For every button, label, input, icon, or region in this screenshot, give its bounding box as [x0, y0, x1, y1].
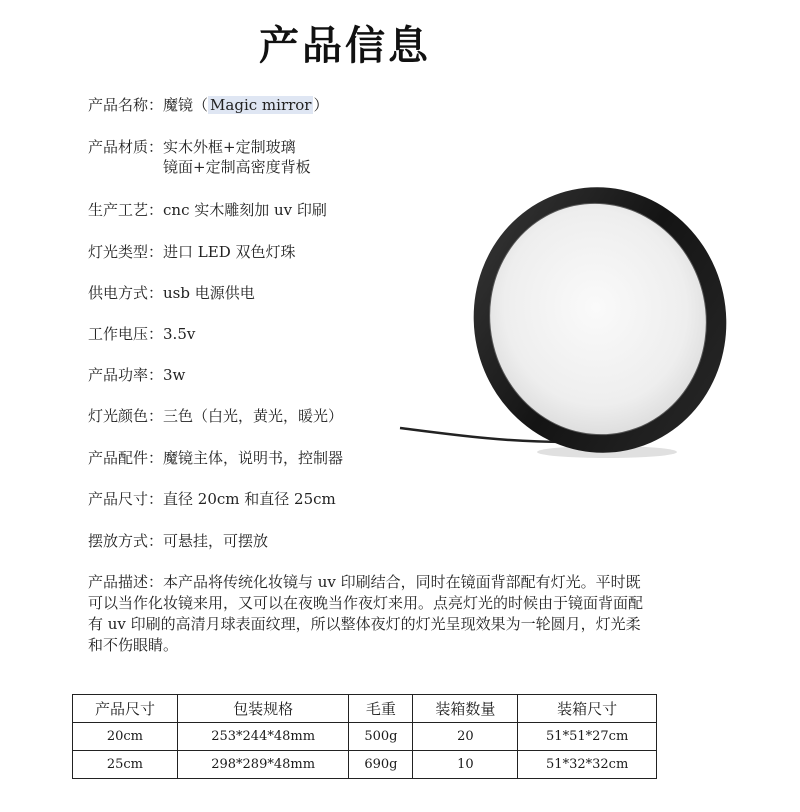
product-description: 产品描述：本产品将传统化妆镜与 uv 印刷结合，同时在镜面背部配有灯光。平时既可以当作化妆镜来用，又可以在夜晚当作夜灯来用。点亮灯光的时候由于镜面背面配有 uv 印刷的高清月球表面纹理，所以整体夜灯的灯光呈现效果为一轮圆月，灯光柔和不伤眼睛。: [88, 573, 644, 654]
table-cell: 500g: [349, 723, 413, 751]
spec-voltage: [88, 324, 195, 344]
spec-value: 实木外框+定制玻璃: [163, 138, 296, 156]
table-header-row: [73, 695, 657, 723]
table-header-cell: 毛重: [349, 695, 413, 723]
table-cell: 10: [413, 751, 518, 779]
table-cell: 25cm: [73, 751, 178, 779]
table-cell: 690g: [349, 751, 413, 779]
table-cell: 51*51*27cm: [518, 723, 657, 751]
spec-light-type: [88, 242, 296, 262]
spec-label: 摆放方式：: [88, 532, 164, 550]
spec-value-en: Magic mirror: [210, 96, 312, 114]
table-header-cell: 装箱数量: [413, 695, 518, 723]
spec-label: 灯光类型：: [88, 243, 164, 261]
spec-value: usb 电源供电: [163, 284, 255, 302]
spec-label: 产品功率：: [88, 366, 164, 384]
spec-name: [88, 95, 329, 115]
spec-accessories: [88, 448, 343, 468]
table-cell: 20cm: [73, 723, 178, 751]
spec-label: 灯光颜色：: [88, 407, 164, 425]
spec-value: 进口 LED 双色灯珠: [163, 243, 296, 261]
table-row: [73, 751, 657, 779]
magic-mirror-image: [395, 180, 735, 480]
spec-light-color: [88, 406, 343, 426]
table-header-cell: 产品尺寸: [73, 695, 178, 723]
spec-label: 产品尺寸：: [88, 490, 164, 508]
page-title: 产品信息: [259, 23, 431, 69]
spec-size: [88, 489, 336, 509]
spec-value: cnc 实木雕刻加 uv 印刷: [163, 201, 327, 219]
table-row: [73, 723, 657, 751]
spec-value: 直径 20cm 和直径 25cm: [163, 490, 336, 508]
spec-value: 3w: [163, 366, 186, 384]
spec-label: 供电方式：: [88, 284, 164, 302]
spec-power: [88, 365, 185, 385]
table-header-cell: 装箱尺寸: [518, 695, 657, 723]
spec-value: 三色（白光，黄光，暖光）: [163, 407, 344, 425]
spec-value: 3.5v: [163, 325, 196, 343]
spec-label: 工作电压：: [88, 325, 164, 343]
spec-material: [88, 137, 311, 177]
table-cell: 253*244*48mm: [177, 723, 348, 751]
paren-open: （: [193, 96, 209, 114]
spec-value: 魔镜主体，说明书，控制器: [163, 449, 344, 467]
spec-label: 产品名称：: [88, 96, 164, 114]
packing-spec-table: [72, 694, 657, 779]
spec-value: 魔镜: [163, 96, 194, 114]
spec-placement: [88, 531, 268, 551]
table-cell: 298*289*48mm: [177, 751, 348, 779]
table-cell: 51*32*32cm: [518, 751, 657, 779]
spec-value: 可悬挂，可摆放: [163, 532, 269, 550]
spec-process: [88, 200, 327, 220]
paren-close: ）: [313, 96, 329, 114]
table-cell: 20: [413, 723, 518, 751]
spec-power-supply: [88, 283, 255, 303]
spec-label: 生产工艺：: [88, 201, 164, 219]
spec-value-line2: 镜面+定制高密度背板: [163, 158, 311, 176]
spec-label: 产品配件：: [88, 449, 164, 467]
spec-label: 产品材质：: [88, 138, 164, 156]
table-header-cell: 包装规格: [177, 695, 348, 723]
